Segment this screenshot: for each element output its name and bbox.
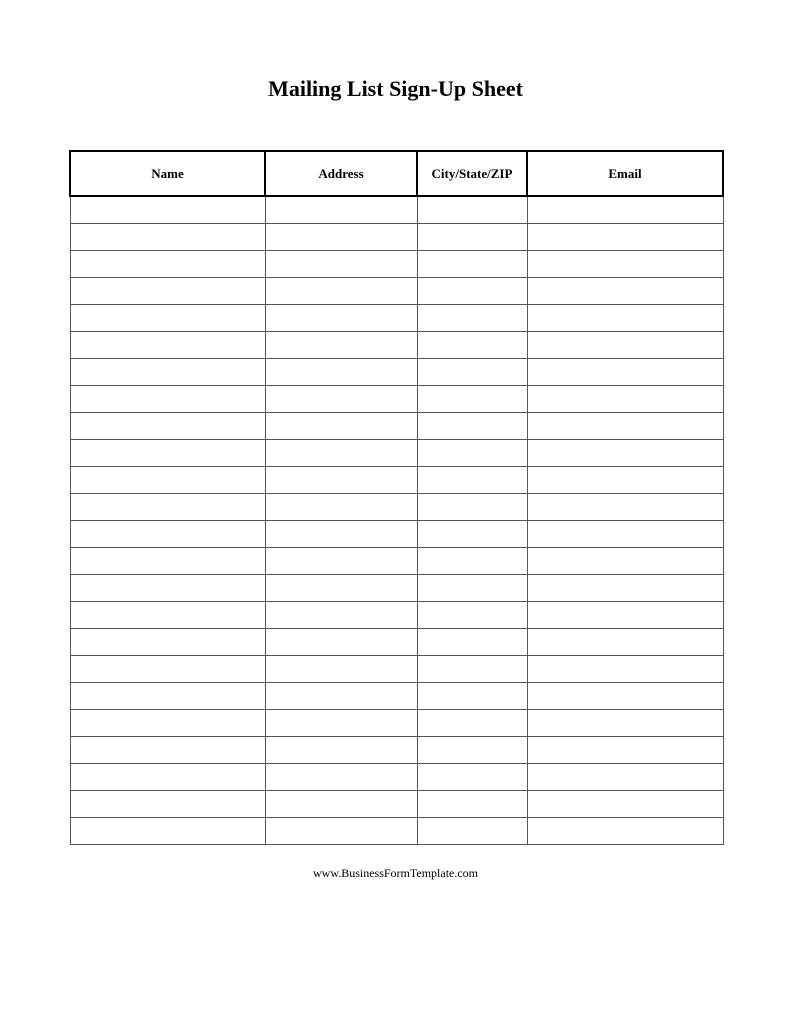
cell-address[interactable] — [265, 575, 417, 602]
cell-name[interactable] — [70, 386, 265, 413]
table-row — [70, 818, 723, 845]
table-row — [70, 494, 723, 521]
cell-address[interactable] — [265, 764, 417, 791]
cell-address[interactable] — [265, 818, 417, 845]
cell-email[interactable] — [527, 683, 723, 710]
cell-email[interactable] — [527, 467, 723, 494]
signup-table — [69, 150, 724, 845]
cell-city-state-zip[interactable] — [417, 521, 527, 548]
page-title: Mailing List Sign-Up Sheet — [268, 76, 523, 101]
cell-city-state-zip[interactable] — [417, 413, 527, 440]
cell-city-state-zip[interactable] — [417, 467, 527, 494]
cell-city-state-zip[interactable] — [417, 359, 527, 386]
cell-name[interactable] — [70, 791, 265, 818]
cell-city-state-zip[interactable] — [417, 575, 527, 602]
table-row — [70, 521, 723, 548]
table-row — [70, 548, 723, 575]
cell-email[interactable] — [527, 359, 723, 386]
cell-name[interactable] — [70, 251, 265, 278]
cell-address[interactable] — [265, 521, 417, 548]
cell-address[interactable] — [265, 683, 417, 710]
cell-address[interactable] — [265, 278, 417, 305]
table-row — [70, 413, 723, 440]
table-row — [70, 440, 723, 467]
cell-email[interactable] — [527, 251, 723, 278]
footer-website: www.BusinessFormTemplate.com — [312, 866, 479, 880]
cell-email[interactable] — [527, 521, 723, 548]
cell-city-state-zip[interactable] — [417, 710, 527, 737]
cell-city-state-zip[interactable] — [417, 386, 527, 413]
cell-name[interactable] — [70, 413, 265, 440]
table-row — [70, 359, 723, 386]
cell-email[interactable] — [527, 575, 723, 602]
table-row — [70, 710, 723, 737]
cell-email[interactable] — [527, 629, 723, 656]
cell-address[interactable] — [265, 710, 417, 737]
table-row — [70, 278, 723, 305]
cell-name[interactable] — [70, 629, 265, 656]
cell-address[interactable] — [265, 494, 417, 521]
table-row — [70, 629, 723, 656]
cell-email[interactable] — [527, 332, 723, 359]
cell-name[interactable] — [70, 196, 265, 224]
cell-city-state-zip[interactable] — [417, 602, 527, 629]
cell-name[interactable] — [70, 359, 265, 386]
cell-name[interactable] — [70, 710, 265, 737]
cell-name[interactable] — [70, 602, 265, 629]
cell-address[interactable] — [265, 602, 417, 629]
cell-address[interactable] — [265, 440, 417, 467]
cell-address[interactable] — [265, 791, 417, 818]
cell-name[interactable] — [70, 467, 265, 494]
cell-city-state-zip[interactable] — [417, 791, 527, 818]
table-row — [70, 251, 723, 278]
cell-address[interactable] — [265, 196, 417, 224]
cell-city-state-zip[interactable] — [417, 818, 527, 845]
cell-city-state-zip[interactable] — [417, 278, 527, 305]
cell-city-state-zip[interactable] — [417, 683, 527, 710]
cell-address[interactable] — [265, 386, 417, 413]
table-row — [70, 305, 723, 332]
cell-name[interactable] — [70, 656, 265, 683]
cell-city-state-zip[interactable] — [417, 305, 527, 332]
cell-city-state-zip[interactable] — [417, 251, 527, 278]
cell-address[interactable] — [265, 305, 417, 332]
cell-city-state-zip[interactable] — [417, 440, 527, 467]
cell-name[interactable] — [70, 224, 265, 251]
cell-email[interactable] — [527, 305, 723, 332]
cell-address[interactable] — [265, 224, 417, 251]
cell-city-state-zip[interactable] — [417, 196, 527, 224]
cell-email[interactable] — [527, 764, 723, 791]
cell-address[interactable] — [265, 656, 417, 683]
table-row — [70, 737, 723, 764]
column-header-city-state-zip: City/State/ZIP — [417, 151, 527, 196]
cell-email[interactable] — [527, 710, 723, 737]
cell-name[interactable] — [70, 494, 265, 521]
table-row — [70, 467, 723, 494]
table-row — [70, 602, 723, 629]
cell-city-state-zip[interactable] — [417, 764, 527, 791]
cell-email[interactable] — [527, 737, 723, 764]
cell-name[interactable] — [70, 305, 265, 332]
cell-email[interactable] — [527, 791, 723, 818]
cell-city-state-zip[interactable] — [417, 548, 527, 575]
cell-name[interactable] — [70, 683, 265, 710]
cell-email[interactable] — [527, 818, 723, 845]
cell-city-state-zip[interactable] — [417, 629, 527, 656]
cell-name[interactable] — [70, 440, 265, 467]
column-header-name: Name — [70, 151, 265, 196]
cell-email[interactable] — [527, 440, 723, 467]
cell-city-state-zip[interactable] — [417, 494, 527, 521]
cell-email[interactable] — [527, 224, 723, 251]
cell-city-state-zip[interactable] — [417, 224, 527, 251]
cell-city-state-zip[interactable] — [417, 656, 527, 683]
table-row — [70, 575, 723, 602]
cell-city-state-zip[interactable] — [417, 737, 527, 764]
table-row — [70, 791, 723, 818]
table-body — [70, 196, 723, 845]
cell-name[interactable] — [70, 737, 265, 764]
cell-email[interactable] — [527, 656, 723, 683]
table-header-row — [70, 151, 723, 196]
cell-name[interactable] — [70, 575, 265, 602]
cell-name[interactable] — [70, 332, 265, 359]
cell-name[interactable] — [70, 521, 265, 548]
cell-address[interactable] — [265, 251, 417, 278]
cell-address[interactable] — [265, 413, 417, 440]
table-row — [70, 656, 723, 683]
cell-email[interactable] — [527, 196, 723, 224]
table-row — [70, 224, 723, 251]
cell-address[interactable] — [265, 467, 417, 494]
table-row — [70, 683, 723, 710]
cell-address[interactable] — [265, 359, 417, 386]
table-row — [70, 332, 723, 359]
column-header-address: Address — [265, 151, 417, 196]
cell-email[interactable] — [527, 386, 723, 413]
cell-name[interactable] — [70, 548, 265, 575]
column-header-email: Email — [527, 151, 723, 196]
cell-address[interactable] — [265, 332, 417, 359]
table-row — [70, 196, 723, 224]
cell-email[interactable] — [527, 278, 723, 305]
cell-address[interactable] — [265, 548, 417, 575]
table-row — [70, 386, 723, 413]
cell-name[interactable] — [70, 278, 265, 305]
cell-name[interactable] — [70, 818, 265, 845]
cell-email[interactable] — [527, 602, 723, 629]
cell-email[interactable] — [527, 413, 723, 440]
cell-email[interactable] — [527, 494, 723, 521]
cell-city-state-zip[interactable] — [417, 332, 527, 359]
cell-name[interactable] — [70, 764, 265, 791]
cell-email[interactable] — [527, 548, 723, 575]
table-row — [70, 764, 723, 791]
cell-address[interactable] — [265, 737, 417, 764]
cell-address[interactable] — [265, 629, 417, 656]
